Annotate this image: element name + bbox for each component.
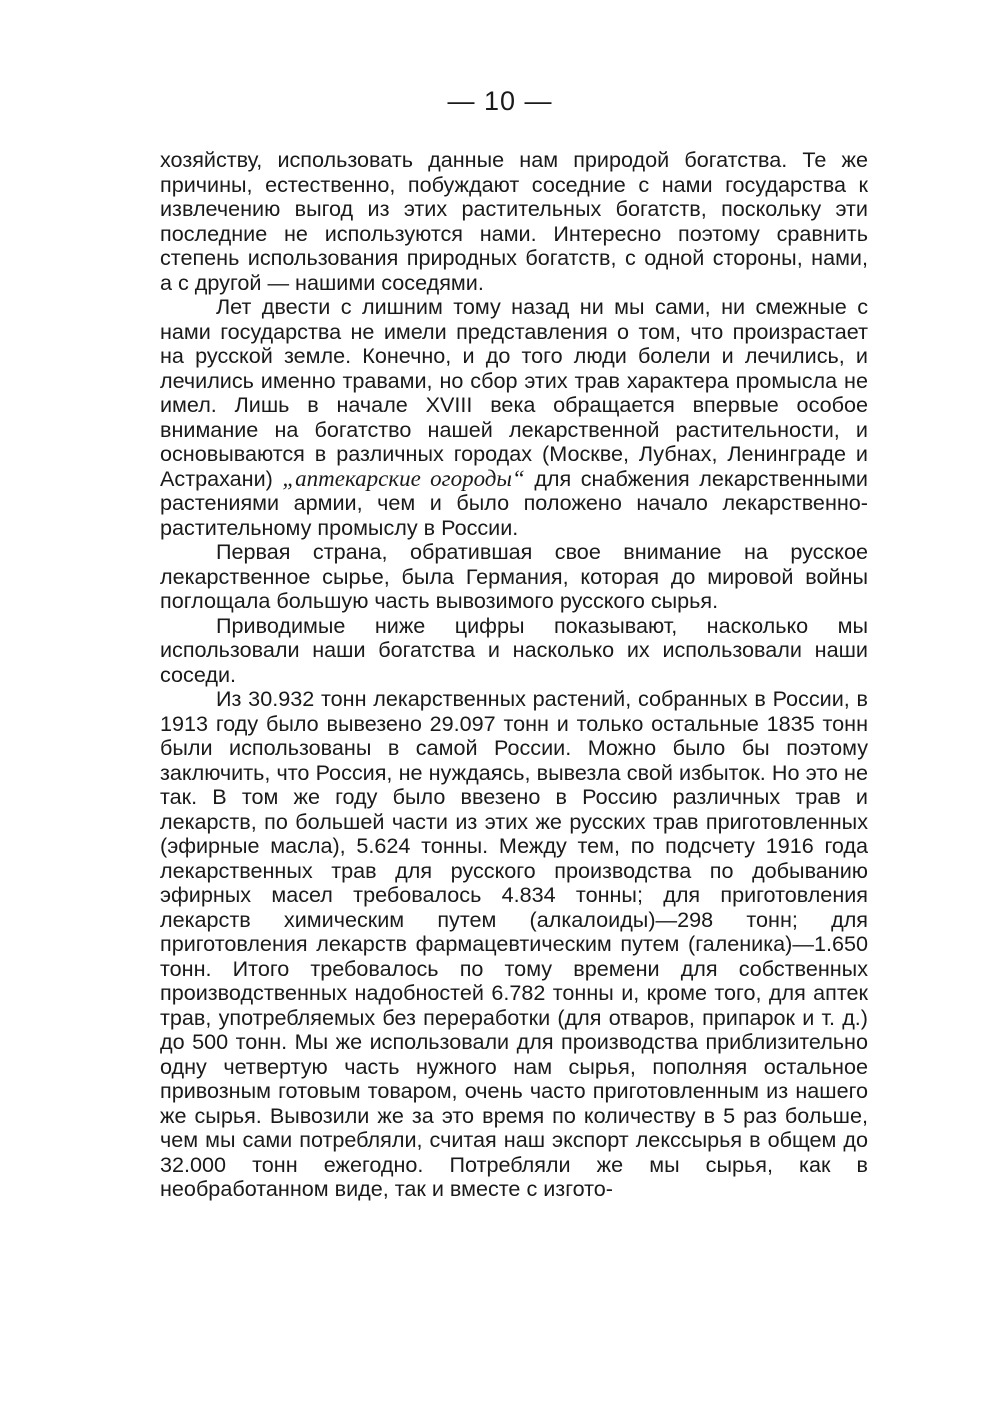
paragraph-3: Первая страна, обратившая свое внимание на русское лекарственное сырье, была Германия, которая до мировой войны поглощала большую часть вывозимого русского сырья. [160,539,868,613]
paragraph-1: хозяйству, использовать данные нам природой богатства. Те же причины, естественно, побуждают соседние с нами государства к извлечению выгод из этих растительных богатств, поскольку эти последние не используются нами. Интересно поэтому сравнить степень использования природных богатств, с одной стороны, нами, а с другой — нашими соседями. [160,147,868,295]
pharmacy-gardens-emphasis: „аптекарские огороды“ [282,465,525,491]
page-number: — 10 — [447,86,553,116]
paragraph-2-part-1: Лет двести с лишним тому назад ни мы сами, ни смежные с нами государства не имели представления о том, что произрастает на русской земле. Конечно, и до того люди болели и лечились, и лечились именно травами, но сбор этих трав характера промысла не имел. Лишь в начале XVIII века обращается впервые особое внимание на богатство нашей лекарственной растительности, и основываются в различных городах (Москве, Лубнах, Ленинграде и Астрахани) [160,294,868,491]
body-text [160,148,868,1202]
paragraph-4: Приводимые ниже цифры показывают, насколько мы использовали наши богатства и насколько их использовали наши соседи. [160,612,868,687]
paragraph-2-part-2: для снабжения лекарственными растениями армии, чем и было положено начало лекарственно-растительному промыслу в России. [160,465,868,540]
paragraph-2 [160,295,868,540]
paragraph-5: Из 30.932 тонн лекарственных растений, собранных в России, в 1913 году было вывезено 29.097 тонн и только остальные 1835 тонн были использованы в самой России. Можно было бы поэтому заключить, что Россия, не нуждаясь, вывезла свой избыток. Но это не так. В том же году было ввезено в Россию различных трав и лекарств, по большей части из этих же русских трав приготовленных (эфирные масла), 5.624 тонны. Между тем, по подсчету 1916 года лекарственных трав для русского производства по добыванию эфирных масел требовалось 4.834 тонны; для приготовления лекарств химическим путем (алкалоиды)—298 тонн; для приготовления лекарств фармацевтическим путем (галеника)—1.650 тонн. Итого требовалось по тому времени для собственных производственных надобностей 6.782 тонны и, кроме того, для аптек трав, употребляемых без переработки (для отваров, припарок и т. д.) до 500 тонн. Мы же использовали для производства приблизительно одну четвертую часть нужного нам сырья, пополняя остальное привозным готовым товаром, очень часто приготовленным из нашего же сырья. Вывозили же за это время по количеству в 5 раз больше, чем мы сами потребляли, считая наш экспорт лекссырья в общем до 32.000 тонн ежегодно. Потребляли же мы сырья, как в необработанном виде, так и вместе с изгото- [160,686,868,1201]
